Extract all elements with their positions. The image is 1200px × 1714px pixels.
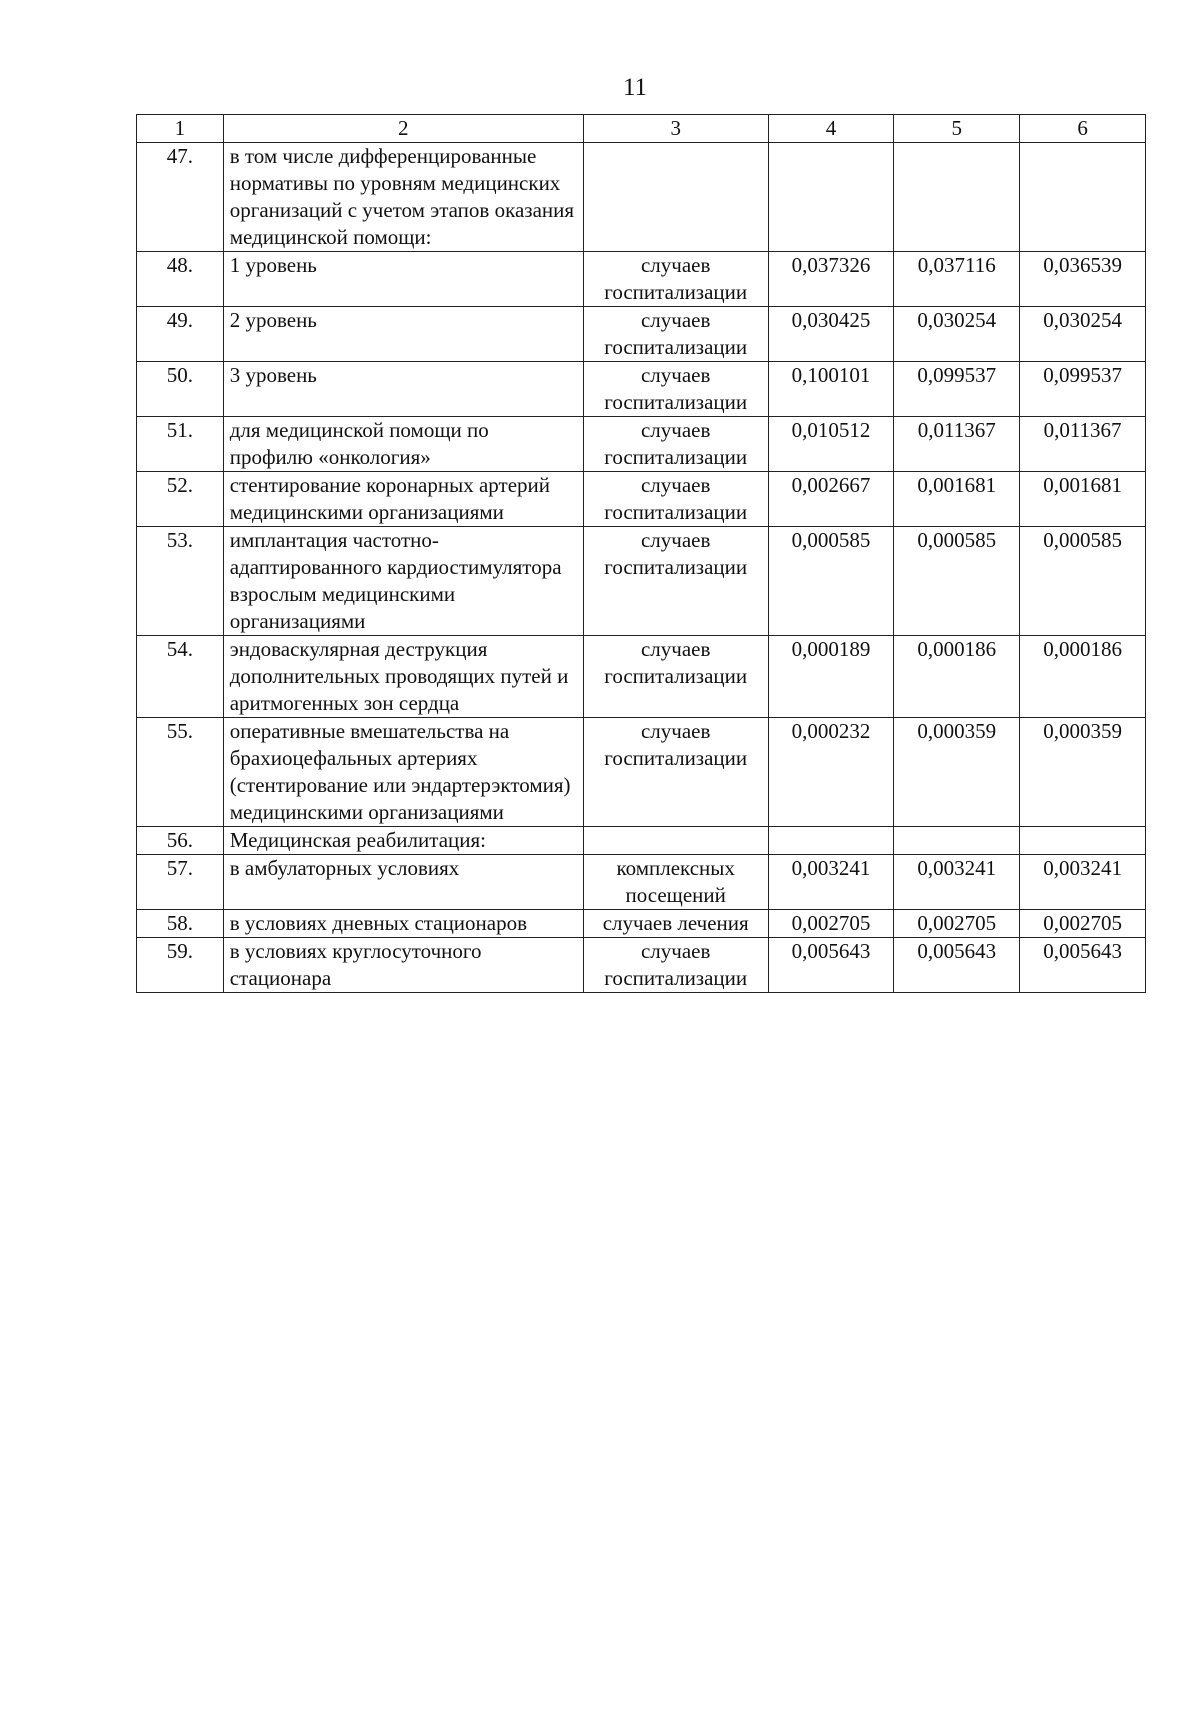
value-cell-col5: 0,030254 xyxy=(894,307,1020,362)
table-row xyxy=(137,938,1146,993)
row-number-cell: 59. xyxy=(137,938,224,993)
indicator-name-cell: в амбулаторных условиях xyxy=(223,855,583,910)
table-row xyxy=(137,910,1146,938)
value-cell-col4: 0,003241 xyxy=(768,855,894,910)
unit-cell: случаев госпитализации xyxy=(583,307,768,362)
value-cell-col5: 0,037116 xyxy=(894,252,1020,307)
value-cell-col5: 0,005643 xyxy=(894,938,1020,993)
row-number-cell: 53. xyxy=(137,527,224,636)
value-cell-col4: 0,002667 xyxy=(768,472,894,527)
column-header: 1 xyxy=(137,115,224,143)
value-cell-col4: 0,000232 xyxy=(768,718,894,827)
value-cell-col4: 0,100101 xyxy=(768,362,894,417)
table-row xyxy=(137,718,1146,827)
value-cell-col4: 0,000585 xyxy=(768,527,894,636)
value-cell-col5: 0,011367 xyxy=(894,417,1020,472)
value-cell-col5: 0,000186 xyxy=(894,636,1020,718)
indicator-name-cell: в условиях дневных стационаров xyxy=(223,910,583,938)
value-cell-col6: 0,099537 xyxy=(1020,362,1146,417)
unit-cell: случаев госпитализации xyxy=(583,938,768,993)
value-cell-col6: 0,030254 xyxy=(1020,307,1146,362)
unit-cell: случаев госпитализации xyxy=(583,417,768,472)
table-row xyxy=(137,417,1146,472)
value-cell-col6 xyxy=(1020,143,1146,252)
column-header: 5 xyxy=(894,115,1020,143)
table-row xyxy=(137,143,1146,252)
value-cell-col4: 0,005643 xyxy=(768,938,894,993)
indicator-name-cell: эндоваскулярная деструкция дополнительных проводящих путей и аритмогенных зон сердца xyxy=(223,636,583,718)
row-number-cell: 52. xyxy=(137,472,224,527)
indicator-name-cell: 1 уровень xyxy=(223,252,583,307)
row-number-cell: 51. xyxy=(137,417,224,472)
value-cell-col6: 0,000186 xyxy=(1020,636,1146,718)
table-row xyxy=(137,472,1146,527)
indicator-name-cell: в условиях круглосуточного стационара xyxy=(223,938,583,993)
row-number-cell: 57. xyxy=(137,855,224,910)
value-cell-col5: 0,003241 xyxy=(894,855,1020,910)
value-cell-col4: 0,010512 xyxy=(768,417,894,472)
value-cell-col6: 0,011367 xyxy=(1020,417,1146,472)
unit-cell: случаев госпитализации xyxy=(583,252,768,307)
value-cell-col5: 0,000585 xyxy=(894,527,1020,636)
row-number-cell: 55. xyxy=(137,718,224,827)
value-cell-col4: 0,030425 xyxy=(768,307,894,362)
row-number-cell: 49. xyxy=(137,307,224,362)
value-cell-col6: 0,005643 xyxy=(1020,938,1146,993)
value-cell-col6: 0,002705 xyxy=(1020,910,1146,938)
row-number-cell: 50. xyxy=(137,362,224,417)
indicator-name-cell: в том числе дифференцированные нормативы по уровням медицинских организаций с учетом этапов оказания медицинской помощи: xyxy=(223,143,583,252)
column-header: 3 xyxy=(583,115,768,143)
value-cell-col4 xyxy=(768,143,894,252)
value-cell-col5: 0,002705 xyxy=(894,910,1020,938)
indicator-name-cell: для медицинской помощи по профилю «онкология» xyxy=(223,417,583,472)
row-number-cell: 48. xyxy=(137,252,224,307)
value-cell-col6: 0,036539 xyxy=(1020,252,1146,307)
unit-cell: случаев госпитализации xyxy=(583,362,768,417)
unit-cell: случаев госпитализации xyxy=(583,718,768,827)
indicator-name-cell: стентирование коронарных артерий медицинскими организациями xyxy=(223,472,583,527)
column-header: 2 xyxy=(223,115,583,143)
row-number-cell: 56. xyxy=(137,827,224,855)
row-number-cell: 58. xyxy=(137,910,224,938)
column-header: 6 xyxy=(1020,115,1146,143)
indicator-name-cell: оперативные вмешательства на брахиоцефальных артериях (стентирование или эндартерэктомия) медицинскими организациями xyxy=(223,718,583,827)
value-cell-col5 xyxy=(894,143,1020,252)
value-cell-col4 xyxy=(768,827,894,855)
unit-cell xyxy=(583,827,768,855)
value-cell-col4: 0,000189 xyxy=(768,636,894,718)
value-cell-col6: 0,001681 xyxy=(1020,472,1146,527)
value-cell-col5 xyxy=(894,827,1020,855)
table-row xyxy=(137,827,1146,855)
unit-cell: случаев лечения xyxy=(583,910,768,938)
unit-cell: случаев госпитализации xyxy=(583,472,768,527)
table-row xyxy=(137,527,1146,636)
indicator-name-cell: 2 уровень xyxy=(223,307,583,362)
row-number-cell: 54. xyxy=(137,636,224,718)
unit-cell: случаев госпитализации xyxy=(583,527,768,636)
value-cell-col4: 0,037326 xyxy=(768,252,894,307)
column-header: 4 xyxy=(768,115,894,143)
unit-cell: случаев госпитализации xyxy=(583,636,768,718)
unit-cell: комплексных посещений xyxy=(583,855,768,910)
value-cell-col6: 0,000359 xyxy=(1020,718,1146,827)
table-row xyxy=(137,636,1146,718)
unit-cell xyxy=(583,143,768,252)
value-cell-col6 xyxy=(1020,827,1146,855)
value-cell-col4: 0,002705 xyxy=(768,910,894,938)
table-row xyxy=(137,855,1146,910)
indicator-name-cell: Медицинская реабилитация: xyxy=(223,827,583,855)
indicator-name-cell: имплантация частотно-адаптированного кардиостимулятора взрослым медицинскими организациями xyxy=(223,527,583,636)
table-row xyxy=(137,252,1146,307)
table-row xyxy=(137,362,1146,417)
value-cell-col6: 0,003241 xyxy=(1020,855,1146,910)
value-cell-col5: 0,099537 xyxy=(894,362,1020,417)
value-cell-col5: 0,001681 xyxy=(894,472,1020,527)
indicator-name-cell: 3 уровень xyxy=(223,362,583,417)
value-cell-col5: 0,000359 xyxy=(894,718,1020,827)
table-row xyxy=(137,307,1146,362)
table-header-row xyxy=(137,115,1146,143)
norms-table xyxy=(136,114,1146,993)
page-number: 11 xyxy=(622,74,648,101)
row-number-cell: 47. xyxy=(137,143,224,252)
value-cell-col6: 0,000585 xyxy=(1020,527,1146,636)
